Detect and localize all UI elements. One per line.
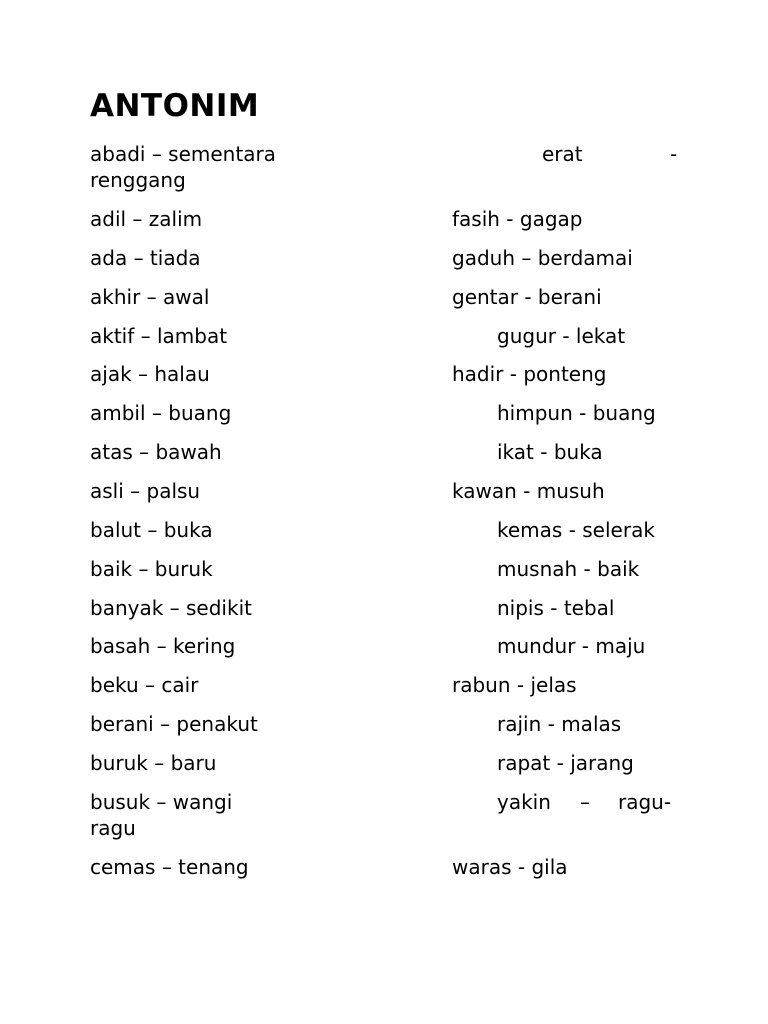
antonym-right: gaduh – berdamai [452,246,633,270]
antonym-right: rapat - jarang [497,751,634,775]
antonym-right-erat-continuation: renggang [90,168,186,192]
antonym-left: banyak – sedikit [90,596,252,620]
antonym-left: basah – kering [90,634,236,658]
antonym-left-cemas: cemas – tenang [90,855,249,879]
antonym-left: baik – buruk [90,557,213,581]
antonym-right: kemas - selerak [497,518,655,542]
antonym-right: ikat - buka [497,440,603,464]
antonym-right: himpun - buang [497,401,656,425]
antonym-right-waras: waras - gila [452,855,568,879]
antonym-left: ambil – buang [90,401,232,425]
antonym-left-busuk: busuk – wangi [90,790,233,814]
antonym-left: balut – buka [90,518,213,542]
antonym-left: ajak – halau [90,362,210,386]
antonym-right: musnah - baik [497,557,640,581]
antonym-right-erat: erat [542,142,583,166]
antonym-right: mundur - maju [497,634,646,658]
antonym-right-yakin: yakin [497,790,551,814]
antonym-right-ragu-continuation: ragu [90,816,136,840]
antonym-right: gentar - berani [452,285,602,309]
antonym-right: fasih - gagap [452,207,583,231]
antonym-left: buruk – baru [90,751,217,775]
antonym-right: kawan - musuh [452,479,605,503]
antonym-left: adil – zalim [90,207,203,231]
antonym-left: atas – bawah [90,440,222,464]
antonym-right-erat-dash: - [670,142,678,166]
antonym-left: beku – cair [90,673,199,697]
antonym-left: asli – palsu [90,479,201,503]
antonym-left: ada – tiada [90,246,201,270]
antonym-right: gugur - lekat [497,324,626,348]
antonym-left: aktif – lambat [90,324,228,348]
antonym-right: nipis - tebal [497,596,615,620]
antonym-left: akhir – awal [90,285,210,309]
antonym-left-abadi: abadi – sementara [90,142,276,166]
antonym-right: hadir - ponteng [452,362,607,386]
page-title: ANTONIM [90,88,260,124]
antonym-right: rabun - jelas [452,673,577,697]
antonym-left: berani – penakut [90,712,258,736]
antonym-right-ragu-part: ragu- [618,790,672,814]
antonym-right-yakin-dash: – [580,790,590,814]
antonym-right: rajin - malas [497,712,622,736]
